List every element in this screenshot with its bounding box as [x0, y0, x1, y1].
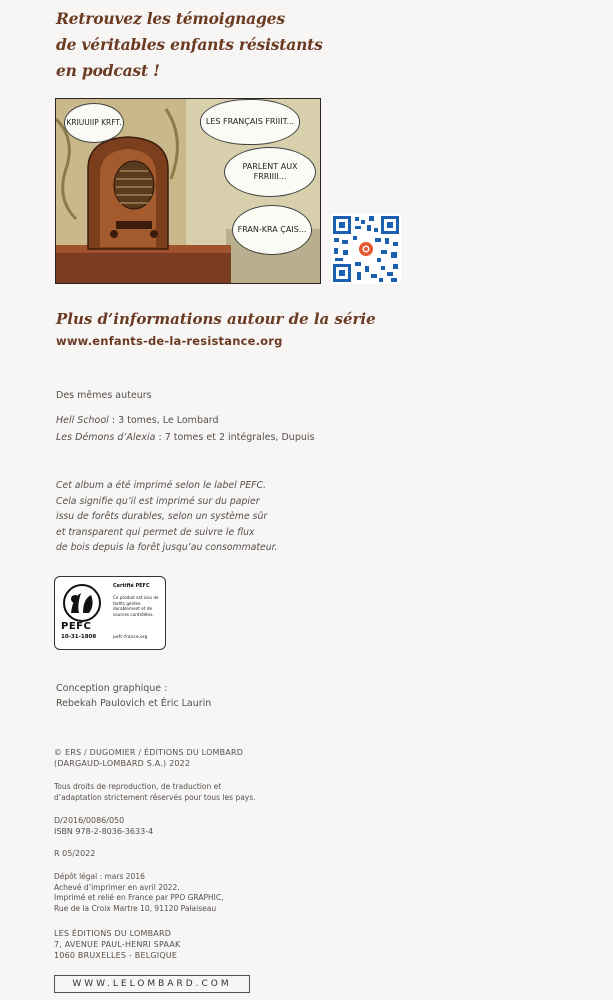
- publisher-line: LES ÉDITIONS DU LOMBARD: [54, 929, 172, 938]
- pefc-code: 10-31-1808: [61, 634, 97, 640]
- rights-block: [54, 781, 256, 803]
- publisher-website-link[interactable]: WWW.LELOMBARD.COM: [54, 975, 250, 993]
- series-website-link[interactable]: www.enfants-de-la-resistance.org: [56, 334, 283, 348]
- qr-code-graphic: [331, 214, 401, 284]
- copyright-line: © ERS / DUGOMIER / ÉDITIONS DU LOMBARD: [54, 748, 244, 757]
- pefc-url: pefc-france.org: [113, 635, 148, 640]
- authors-heading: Des mêmes auteurs: [56, 390, 152, 401]
- printing-block: [54, 872, 223, 914]
- printing-line: Dépôt légal : mars 2016: [54, 872, 145, 881]
- book-details: : 3 tomes, Le Lombard: [108, 415, 219, 426]
- depot-number: D/2016/0086/050: [54, 816, 125, 825]
- printing-line: Rue de la Croix Martre 10, 91120 Palaiseau: [54, 903, 217, 913]
- pefc-line: Cet album a été imprimé selon le label PEFC.: [56, 480, 266, 491]
- pefc-brand: PEFC: [61, 621, 92, 632]
- publisher-line: 7, AVENUE PAUL-HENRI SPAAK: [54, 940, 181, 949]
- pefc-line: de bois depuis la forêt jusqu’au consommateur.: [56, 542, 278, 553]
- printing-line: Achevé d’imprimer en avril 2022.: [54, 882, 180, 892]
- pefc-logo: [54, 576, 166, 650]
- more-info-heading: Plus d’informations autour de la série: [56, 310, 376, 328]
- book-hell-school: [56, 415, 219, 426]
- isbn: ISBN 978-2-8036-3633-4: [54, 827, 154, 836]
- pefc-tree-icon: [61, 583, 103, 623]
- design-names: Rebekah Paulovich et Éric Laurin: [56, 698, 212, 709]
- design-label: Conception graphique :: [56, 683, 168, 694]
- pefc-line: issu de forêts durables, selon un système sûr: [56, 511, 268, 522]
- book-title: Hell School: [56, 415, 109, 426]
- book-details: : 7 tomes et 2 intégrales, Dupuis: [155, 432, 315, 443]
- speech-bubble-4: FRAN-KRA ÇAIS...: [232, 205, 312, 255]
- publisher-line: 1060 BRUXELLES - BELGIQUE: [54, 951, 178, 960]
- qr-code[interactable]: [331, 214, 401, 284]
- rights-line: d’adaptation strictement réservés pour tous les pays.: [54, 793, 256, 802]
- book-demons-alexia: [56, 432, 314, 443]
- pefc-paragraph: [56, 478, 278, 556]
- copyright-line: (DARGAUD-LOMBARD S.A.) 2022: [54, 759, 191, 768]
- pefc-line: Cela signifie qu’il est imprimé sur du papier: [56, 495, 260, 507]
- rights-line: Tous droits de reproduction, de traduction et: [54, 782, 222, 791]
- podcast-promo-heading: Retrouvez les témoignages de véritables enfants résistants en podcast !: [56, 9, 323, 80]
- book-title: Les Démons d’Alexia: [56, 432, 156, 443]
- pefc-description: Ce produit est issu de forêts gérées durablement et de sources contrôlées.: [113, 595, 159, 617]
- speech-bubble-3: PARLENT AUX FRRIIII...: [224, 147, 316, 197]
- publisher-address: [54, 928, 180, 961]
- reprint-number: R 05/2022: [54, 849, 96, 858]
- speech-bubble-1: KRIUUIIP KRFT.: [64, 103, 124, 143]
- identifiers-block: [54, 815, 153, 837]
- pefc-line: et transparent qui permet de suivre le flux: [56, 526, 255, 538]
- pefc-certified: Certifié PEFC: [113, 583, 150, 589]
- printing-line: Imprimé et relié en France par PPO GRAPHIC,: [54, 893, 224, 902]
- copyright-block: [54, 747, 243, 769]
- comic-panel-image: [55, 98, 321, 284]
- speech-bubble-2: LES FRANÇAIS FRIIIT...: [200, 99, 300, 145]
